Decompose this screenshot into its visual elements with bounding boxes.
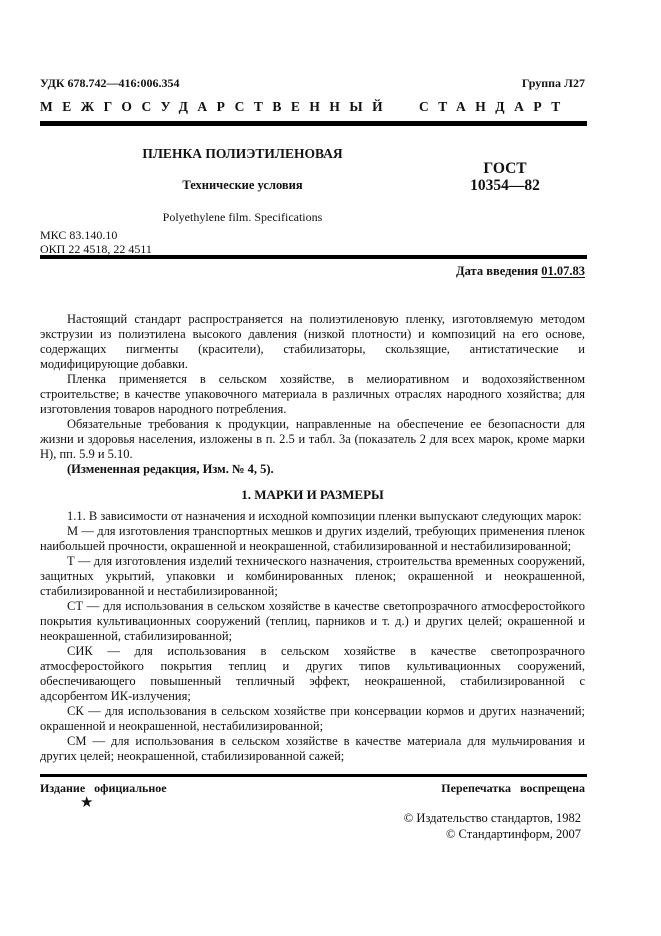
horizontal-rule-middle [40, 255, 587, 259]
intro-paragraph: Настоящий стандарт распространяется на полиэтиленовую пленку, изготовляемую методом экструзии из полиэтилена высокого давления (низкой плотности) и композиций на его основе, содержащих пигменты (красители), стабилизаторы, скользящие, антистатические и модифицирующие добавки. [40, 312, 585, 371]
star-icon: ★ [80, 793, 94, 811]
title-block [40, 146, 445, 225]
footer-row [40, 781, 585, 796]
copyright-line: © Стандартинформ, 2007 [445, 827, 581, 841]
mark-paragraph-sik: СИК — для использования в сельском хозяйстве в качестве светопрозрачного атмосферостойкого покрытия теплиц и других типов культивационных сооружений, обеспечивающего повышенный тепличный эффект, неокрашенной, стабилизированной с адсорбентом ИК-излучения; [40, 644, 585, 703]
document-body [40, 312, 585, 764]
mark-paragraph-t: Т — для изготовления изделий технического назначения, строительства временных сооружений, защитных укрытий, упаковки и комбинированных пленок; окрашенной и неокрашенной, стабилизированной и нестабилизированной; [40, 554, 585, 598]
section-paragraph: 1.1. В зависимости от назначения и исходной композиции пленки выпускают следующих марок: [67, 509, 582, 523]
official-edition-label: Издание официальное [40, 781, 167, 795]
intro-paragraph: Пленка применяется в сельском хозяйстве, в мелиоративном и водохозяйственном строительстве; в качестве упаковочного материала в различных отраслях народного хозяйства; для изготовления товаров народного потребления. [40, 372, 585, 416]
reprint-notice-label: Перепечатка воспрещена [441, 781, 585, 795]
classification-row [40, 76, 585, 91]
copyright-block [40, 810, 581, 842]
gost-designation [435, 160, 575, 194]
udk-code: УДК 678.742—416:006.354 [40, 76, 180, 90]
gost-label: ГОСТ [483, 160, 527, 177]
document-title-ru: ПЛЕНКА ПОЛИЭТИЛЕНОВАЯ [142, 146, 343, 161]
section-heading: 1. МАРКИ И РАЗМЕРЫ [241, 487, 384, 502]
codes-block [40, 229, 152, 256]
group-code: Группа Л27 [521, 76, 585, 90]
okp-code: ОКП 22 4518, 22 4511 [40, 241, 152, 256]
gost-number: 10354—82 [470, 177, 540, 194]
amendment-note: (Измененная редакция, Изм. № 4, 5). [67, 462, 274, 476]
introduction-date-row [40, 264, 585, 279]
document-subtitle-ru: Технические условия [182, 178, 303, 192]
date-label: Дата введения [456, 264, 539, 278]
mark-paragraph-st: СТ — для использования в сельском хозяйстве в качестве светопрозрачного атмосферостойкого покрытия культивационных сооружений (теплиц, парников и т. д.) и других целей; окрашенной и неокрашенной, стабилизированной; [40, 599, 585, 643]
intro-paragraph: Обязательные требования к продукции, направленные на обеспечение ее безопасности для жизни и здоровья населения, изложены в п. 2.5 и табл. 3а (показатель 2 для всех марок, кроме марки Н), пп. 5.9 и 5.10. [40, 417, 585, 461]
mark-paragraph-m: М — для изготовления транспортных мешков и других изделий, требующих применения пленок наибольшей прочности, окрашенной и неокрашенной, стабилизированной и нестабилизированной; [40, 524, 585, 553]
mark-paragraph-sm: СМ — для использования в сельском хозяйстве в качестве материала для мульчирования и других целей; неокрашенной, стабилизированной сажей; [40, 734, 585, 763]
document-title-en: Polyethylene film. Specifications [162, 210, 323, 224]
standard-type-line: МЕЖГОСУДАРСТВЕННЫЙ СТАНДАРТ [40, 99, 570, 114]
mark-paragraph-sk: СК — для использования в сельском хозяйстве при консервации кормов и других назначений; окрашенной и неокрашенной, нестабилизированной; [40, 704, 585, 733]
horizontal-rule-top [40, 121, 587, 126]
copyright-line: © Издательство стандартов, 1982 [403, 811, 581, 825]
horizontal-rule-footer [40, 774, 587, 777]
mks-code: МКС 83.140.10 [40, 228, 118, 242]
date-value: 01.07.83 [541, 264, 585, 278]
